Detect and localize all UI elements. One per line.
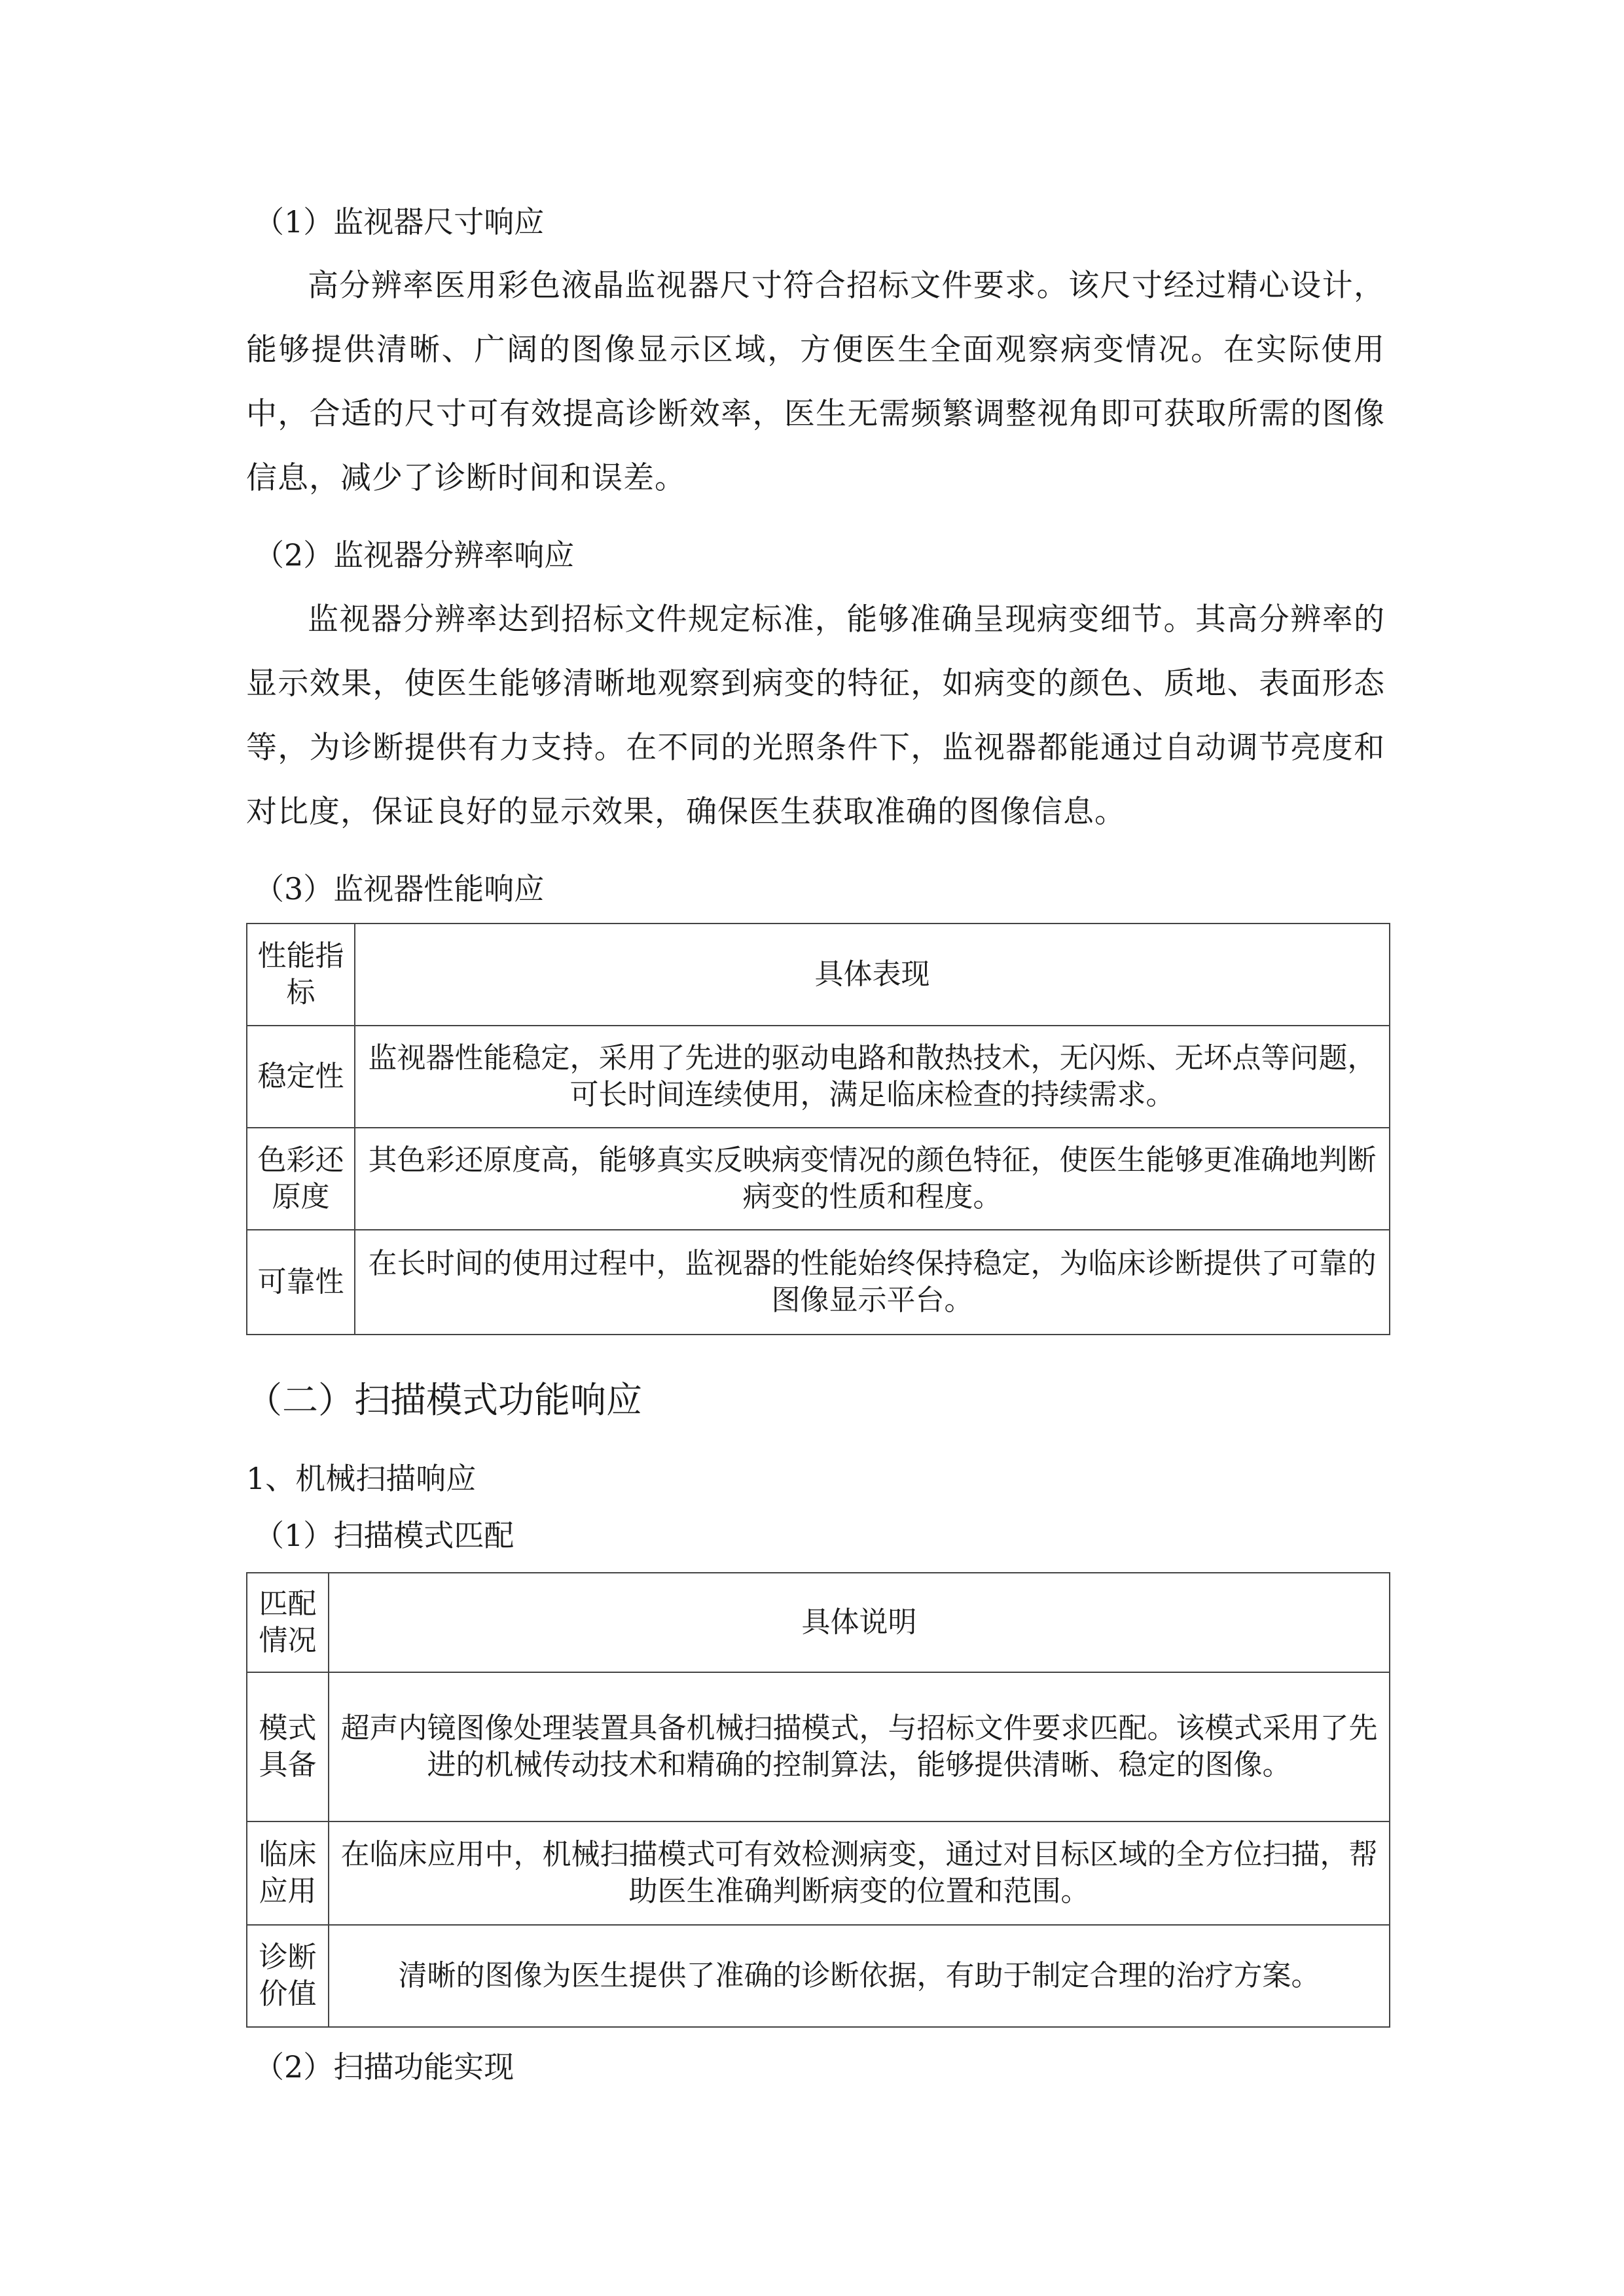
heading-monitor-resolution: （2）监视器分辨率响应 [254, 537, 575, 573]
table-row [247, 1925, 1390, 2027]
row-content: 在长时间的使用过程中，监视器的性能始终保持稳定，为临床诊断提供了可靠的图像显示平台。 [355, 1230, 1390, 1335]
row-label: 临床应用 [247, 1821, 329, 1925]
heading-scan-match: （1）扫描模式匹配 [254, 1518, 514, 1553]
table-row [247, 1672, 1390, 1821]
paragraph-monitor-size: 高分辨率医用彩色液晶监视器尺寸符合招标文件要求。该尺寸经过精心设计，能够提供清晰、广阔的图像显示区域，方便医生全面观察病变情况。在实际使用中，合适的尺寸可有效提高诊断效率，医生无需频繁调整视角即可获取所需的图像信息，减少了诊断时间和误差。 [246, 268, 1385, 496]
row-label: 色彩还原度 [247, 1128, 355, 1230]
table-header-row [247, 924, 1390, 1026]
paragraph-monitor-resolution: 监视器分辨率达到招标文件规定标准，能够准确呈现病变细节。其高分辨率的显示效果，使医生能够清晰地观察到病变的特征，如病变的颜色、质地、表面形态等，为诊断提供有力支持。在不同的光照条件下，监视器都能通过自动调节亮度和对比度，保证良好的显示效果，确保医生获取准确的图像信息。 [246, 601, 1385, 830]
section-heading-scan-mode: （二）扫描模式功能响应 [246, 1379, 643, 1421]
table-row [247, 1026, 1390, 1128]
header-cell: 具体表现 [355, 924, 1390, 1026]
row-label: 稳定性 [247, 1026, 355, 1128]
heading-monitor-size: （1）监视器尺寸响应 [254, 204, 545, 240]
row-content: 在临床应用中，机械扫描模式可有效检测病变，通过对目标区域的全方位扫描，帮助医生准确判断病变的位置和范围。 [329, 1821, 1390, 1925]
row-label: 模式具备 [247, 1672, 329, 1821]
table-row [247, 1821, 1390, 1925]
heading-monitor-performance: （3）监视器性能响应 [254, 871, 545, 906]
heading-scan-function: （2）扫描功能实现 [254, 2049, 514, 2085]
header-cell: 性能指标 [247, 924, 355, 1026]
scan-match-table [246, 1572, 1390, 2028]
row-label: 诊断价值 [247, 1925, 329, 2027]
table-row [247, 1230, 1390, 1335]
header-cell: 具体说明 [329, 1573, 1390, 1672]
table-row [247, 1128, 1390, 1230]
performance-table [246, 923, 1390, 1335]
row-content: 超声内镜图像处理装置具备机械扫描模式，与招标文件要求匹配。该模式采用了先进的机械传动技术和精确的控制算法，能够提供清晰、稳定的图像。 [329, 1672, 1390, 1821]
header-cell: 匹配情况 [247, 1573, 329, 1672]
row-content: 清晰的图像为医生提供了准确的诊断依据，有助于制定合理的治疗方案。 [329, 1925, 1390, 2027]
table-header-row [247, 1573, 1390, 1672]
row-label: 可靠性 [247, 1230, 355, 1335]
heading-mechanical-scan: 1、机械扫描响应 [246, 1461, 477, 1496]
row-content: 其色彩还原度高，能够真实反映病变情况的颜色特征，使医生能够更准确地判断病变的性质和程度。 [355, 1128, 1390, 1230]
row-content: 监视器性能稳定，采用了先进的驱动电路和散热技术，无闪烁、无坏点等问题，可长时间连续使用，满足临床检查的持续需求。 [355, 1026, 1390, 1128]
